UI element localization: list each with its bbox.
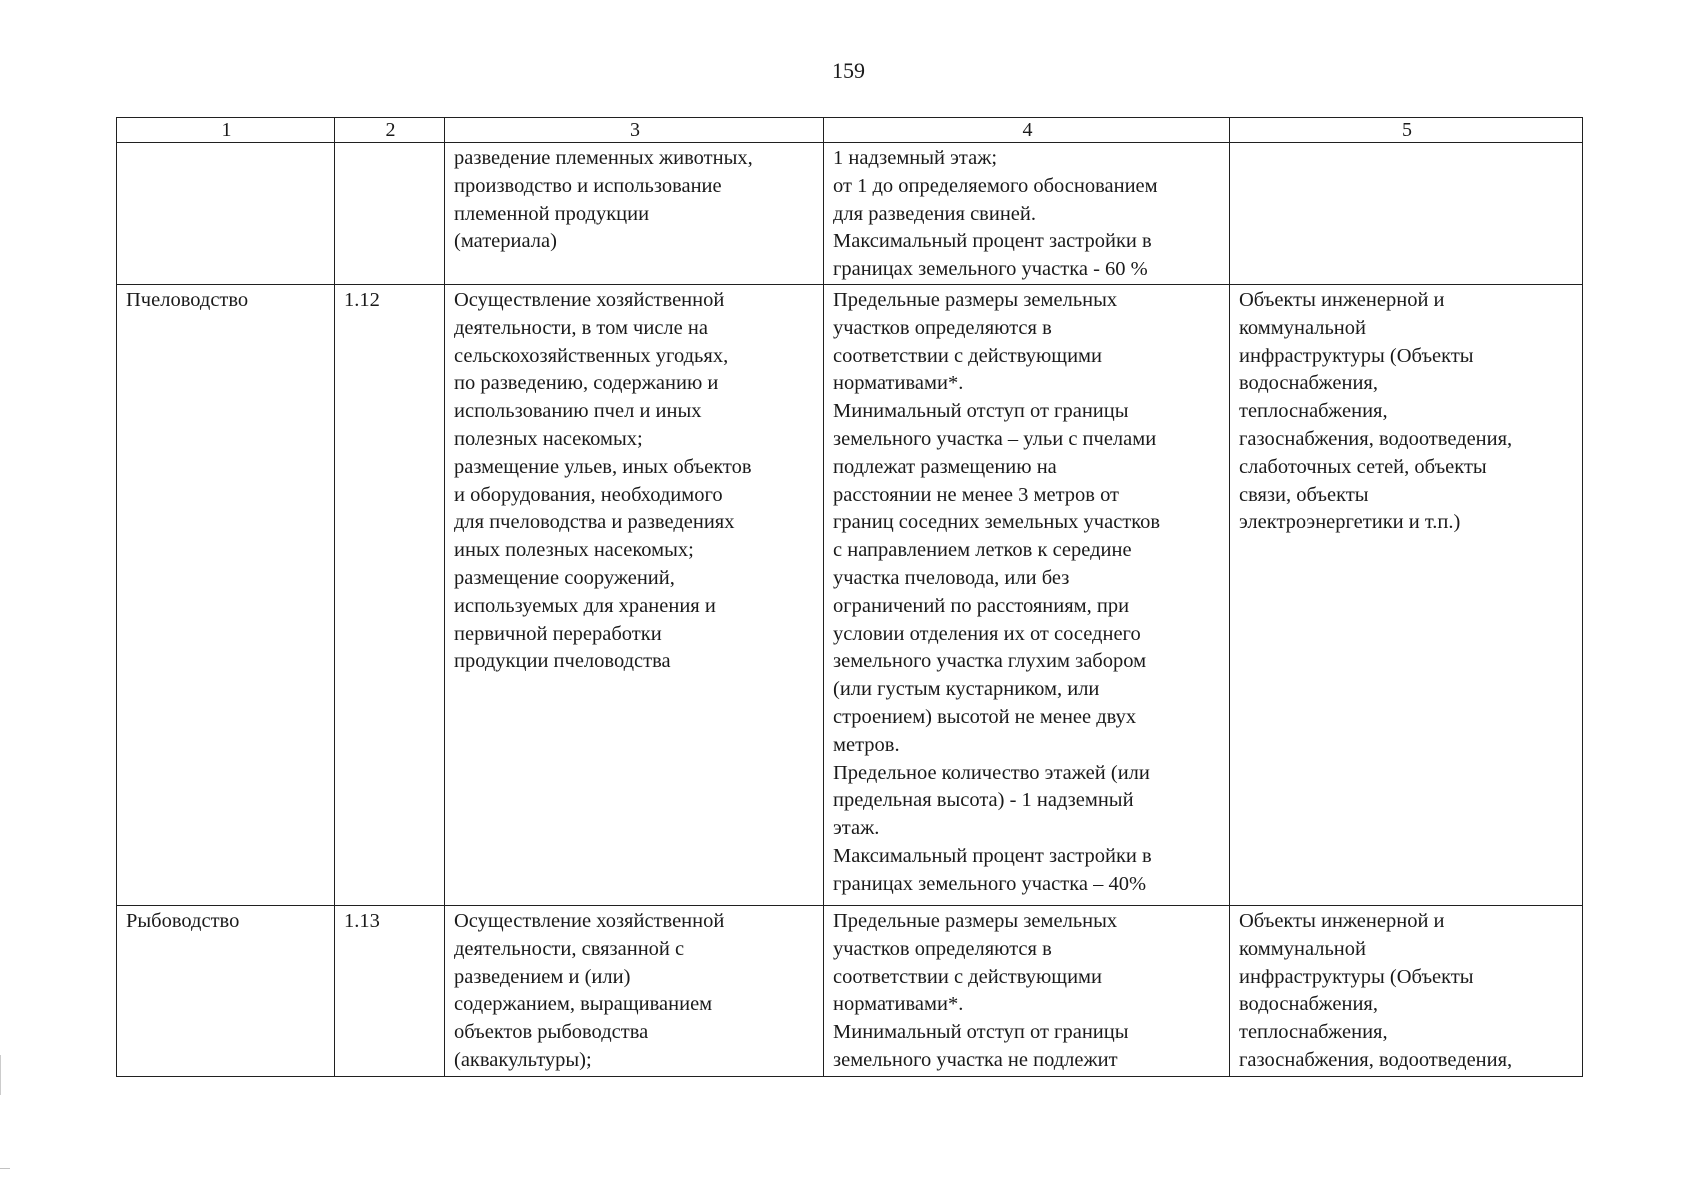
cell-use-code	[335, 143, 445, 285]
auxiliary-uses-text: Объекты инженерной и коммунальной инфраструктуры (Объекты водоснабжения, теплоснабжения, газоснабжения, водоотведения,	[1239, 910, 1513, 1071]
page-number: 159	[832, 58, 865, 83]
use-name-text: Пчеловодство	[126, 289, 249, 311]
use-parameters-text: 1 надземный этаж; от 1 до определяемого обоснованием для разведения свиней. Максимальный процент застройки в границах земельного участка - 60 %	[833, 147, 1158, 281]
use-parameters-text: Предельные размеры земельных участков определяются в соответствии с действующими нормативами*. Минимальный отступ от границы земельного участка – ульи с пчелами подлежат размещению на расстоянии не менее 3 метров от границ соседних земельных участков с направлением летков к середине участка пчеловода, или без ограничений по расстояниям, при условии отделения их от соседнего земельного участка глухим забором (или густым кустарником, или строением) высотой не менее двух метров. Предельное количество этажей (или предельная высота) - 1 надземный этаж. Максимальный процент застройки в границах земельного участка – 40%	[833, 289, 1161, 895]
table-body	[117, 143, 1583, 1077]
column-header-1: 1	[117, 118, 335, 143]
table-row-fish-farming	[117, 906, 1583, 1077]
cell-use-description	[445, 285, 824, 906]
cell-use-code	[335, 906, 445, 1077]
cell-use-parameters	[824, 285, 1230, 906]
auxiliary-uses-text: Объекты инженерной и коммунальной инфраструктуры (Объекты водоснабжения, теплоснабжения, газоснабжения, водоотведения, слаботочных сетей, объекты связи, объекты электроэнергетики и т.п.)	[1239, 289, 1513, 534]
column-header-5: 5	[1230, 118, 1583, 143]
cell-use-parameters	[824, 906, 1230, 1077]
cell-auxiliary-uses	[1230, 906, 1583, 1077]
use-code-text: 1.12	[344, 289, 380, 311]
cell-auxiliary-uses	[1230, 143, 1583, 285]
column-header-4: 4	[824, 118, 1230, 143]
cell-use-description	[445, 906, 824, 1077]
use-description-text: разведение племенных животных, производство и использование племенной продукции (материала)	[454, 147, 753, 253]
use-name-text: Рыбоводство	[126, 910, 240, 932]
header-row	[117, 118, 1583, 143]
column-header-2: 2	[335, 118, 445, 143]
column-header-3: 3	[445, 118, 824, 143]
use-description-text: Осуществление хозяйственной деятельности, связанной с разведением и (или) содержанием, выращиванием объектов рыбоводства (аквакультуры);	[454, 910, 725, 1071]
cell-use-code	[335, 285, 445, 906]
use-code-text: 1.13	[344, 910, 380, 932]
cell-use-parameters	[824, 143, 1230, 285]
use-description-text: Осуществление хозяйственной деятельности, в том числе на сельскохозяйственных угодьях, по разведению, содержанию и использованию пчел и иных полезных насекомых; размещение ульев, иных объектов и оборудования, необходимого для пчеловодства и разведениях иных полезных насекомых; размещение сооружений, используемых для хранения и первичной переработки продукции пчеловодства	[454, 289, 752, 673]
scan-margin-tick	[0, 1168, 10, 1169]
land-use-regulations-table	[116, 117, 1583, 1077]
table-header	[117, 118, 1583, 143]
scan-margin-mark	[0, 1055, 9, 1095]
use-parameters-text: Предельные размеры земельных участков определяются в соответствии с действующими нормативами*. Минимальный отступ от границы земельного участка не подлежит	[833, 910, 1129, 1071]
cell-use-name	[117, 285, 335, 906]
cell-use-name	[117, 906, 335, 1077]
cell-auxiliary-uses	[1230, 285, 1583, 906]
table-row-continuation	[117, 143, 1583, 285]
table-row-beekeeping	[117, 285, 1583, 906]
cell-use-name	[117, 143, 335, 285]
cell-use-description	[445, 143, 824, 285]
